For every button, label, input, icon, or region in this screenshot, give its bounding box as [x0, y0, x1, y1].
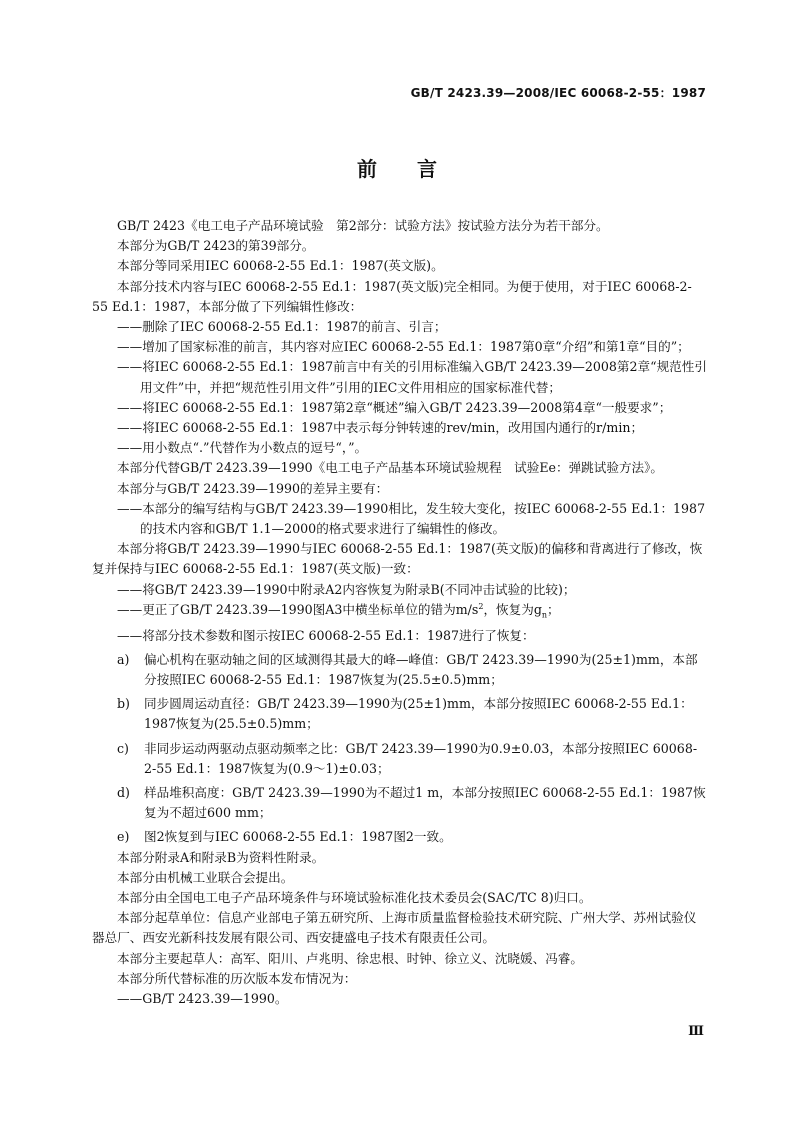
page-title: 前言 [357, 157, 477, 181]
dash-item: ——将IEC 60068-2-55 Ed.1：1987第2章“概述”编入GB/T 2423.39—2008第4章“一般要求”； [117, 399, 672, 415]
paragraph: 本部分技术内容与IEC 60068-2-55 Ed.1：1987(英文版)完全相同。为便于使用，对于IEC 60068-2-55 Ed.1：1987，本部分做了下列编辑性修改： [92, 278, 692, 314]
text-run: ——更正了GB/T 2423.39—1990图A3中横坐标单位的错为m/s [117, 601, 479, 617]
dash-item: ——本部分的编写结构与GB/T 2423.39—1990相比，发生较大变化，按IEC 60068-2-55 Ed.1：1987的技术内容和GB/T 1.1—2000的格式要求进行了编辑性的修改。 [117, 500, 706, 537]
document-body [92, 216, 707, 1009]
item-text: 偏心机构在驱动轴之间的区域测得其最大的峰—峰值：GB/T 2423.39—1990为(25±1)mm，本部分按照IEC 60068-2-55 Ed.1：1987恢复为(25.5±0.5)mm； [144, 651, 698, 687]
item-mark: e) [117, 829, 130, 845]
paragraph: 本部分等同采用IEC 60068-2-55 Ed.1：1987(英文版)。 [117, 258, 444, 274]
text-run: ； [547, 601, 560, 617]
paragraph: 本部分附录A和附录B为资料性附录。 [117, 849, 325, 865]
paragraph: 本部分与GB/T 2423.39—1990的差异主要有： [117, 480, 389, 496]
list-item [92, 827, 707, 847]
paragraph: 本部分将GB/T 2423.39—1990与IEC 60068-2-55 Ed.1：1987(英文版)的偏移和背离进行了修改，恢复并保持与IEC 60068-2-55 Ed.1：1987(英文版)一致： [92, 541, 703, 577]
item-mark: b) [117, 696, 130, 712]
dash-item: ——删除了IEC 60068-2-55 Ed.1：1987的前言、引言； [117, 319, 447, 335]
item-text: 样品堆积高度：GB/T 2423.39—1990为不超过1 m，本部分按照IEC 60068-2-55 Ed.1：1987恢复为不超过600 mm； [144, 785, 706, 821]
dash-item: ——将GB/T 2423.39—1990中附录A2内容恢复为附录B(不同冲击试验的比较)； [117, 581, 576, 597]
page-number: Ⅲ [688, 1024, 704, 1039]
item-text: 图2恢复到与IEC 60068-2-55 Ed.1：1987图2一致。 [144, 829, 452, 845]
paragraph: 本部分代替GB/T 2423.39—1990《电工电子产品基本环境试验规程 试验Ee：弹跳试验方法》。 [117, 460, 664, 476]
dash-item: ——将部分技术参数和图示按IEC 60068-2-55 Ed.1：1987进行了恢复： [117, 627, 535, 643]
dash-item: ——将IEC 60068-2-55 Ed.1：1987中表示每分钟转速的rev/min，改用国内通行的r/min； [117, 420, 644, 436]
text-run: ，恢复为g [483, 601, 542, 617]
superscript: 2 [478, 601, 484, 611]
paragraph: 本部分为GB/T 2423的第39部分。 [117, 238, 315, 254]
paragraph: 本部分由机械工业联合会提出。 [117, 869, 294, 885]
list-item [92, 694, 707, 734]
item-mark: d) [117, 785, 130, 800]
dash-item: ——GB/T 2423.39—1990。 [117, 991, 288, 1007]
list-item [92, 783, 707, 823]
standard-code: GB/T 2423.39—2008/IEC 60068-2-55：1987 [410, 86, 706, 100]
item-text: 同步圆周运动直径：GB/T 2423.39—1990为(25±1)mm，本部分按照IEC 60068-2-55 Ed.1：1987恢复为(25.5±0.5)mm； [144, 696, 693, 732]
dash-item: ——将IEC 60068-2-55 Ed.1：1987前言中有关的引用标准编入GB/T 2423.39—2008第2章“规范性引用文件”中，并把“规范性引用文件”引用的IEC文件用相应的国家标准代替； [117, 359, 707, 395]
list-item [92, 739, 707, 779]
item-mark: c) [117, 740, 129, 756]
dash-item: ——增加了国家标准的前言，其内容对应IEC 60068-2-55 Ed.1：1987第0章“介绍”和第1章“目的”； [117, 339, 690, 355]
subscript: n [541, 610, 548, 620]
paragraph: GB/T 2423《电工电子产品环境试验 第2部分：试验方法》按试验方法分为若干部分。 [117, 218, 609, 233]
item-text: 非同步运动两驱动点驱动频率之比：GB/T 2423.39—1990为0.9±0.03，本部分按照IEC 60068-2-55 Ed.1：1987恢复为(0.9～1)±0.03； [144, 740, 698, 776]
paragraph: 本部分主要起草人：高军、阳川、卢兆明、徐忠根、时钟、徐立义、沈晓媛、冯睿。 [117, 950, 583, 966]
paragraph: 本部分起草单位：信息产业部电子第五研究所、上海市质量监督检验技术研究院、广州大学、苏州试验仪器总厂、西安光新科技发展有限公司、西安捷盛电子技术有限责任公司。 [92, 910, 697, 946]
dash-item: ——用小数点“.”代替作为小数点的逗号“，”。 [117, 440, 368, 456]
paragraph: 本部分由全国电工电子产品环境条件与环境试验标准化技术委员会(SAC/TC 8)归口。 [117, 890, 592, 906]
paragraph: 本部分所代替标准的历次版本发布情况为： [117, 970, 357, 986]
dash-item [92, 600, 707, 626]
item-mark: a) [117, 651, 130, 667]
list-item [92, 650, 707, 690]
